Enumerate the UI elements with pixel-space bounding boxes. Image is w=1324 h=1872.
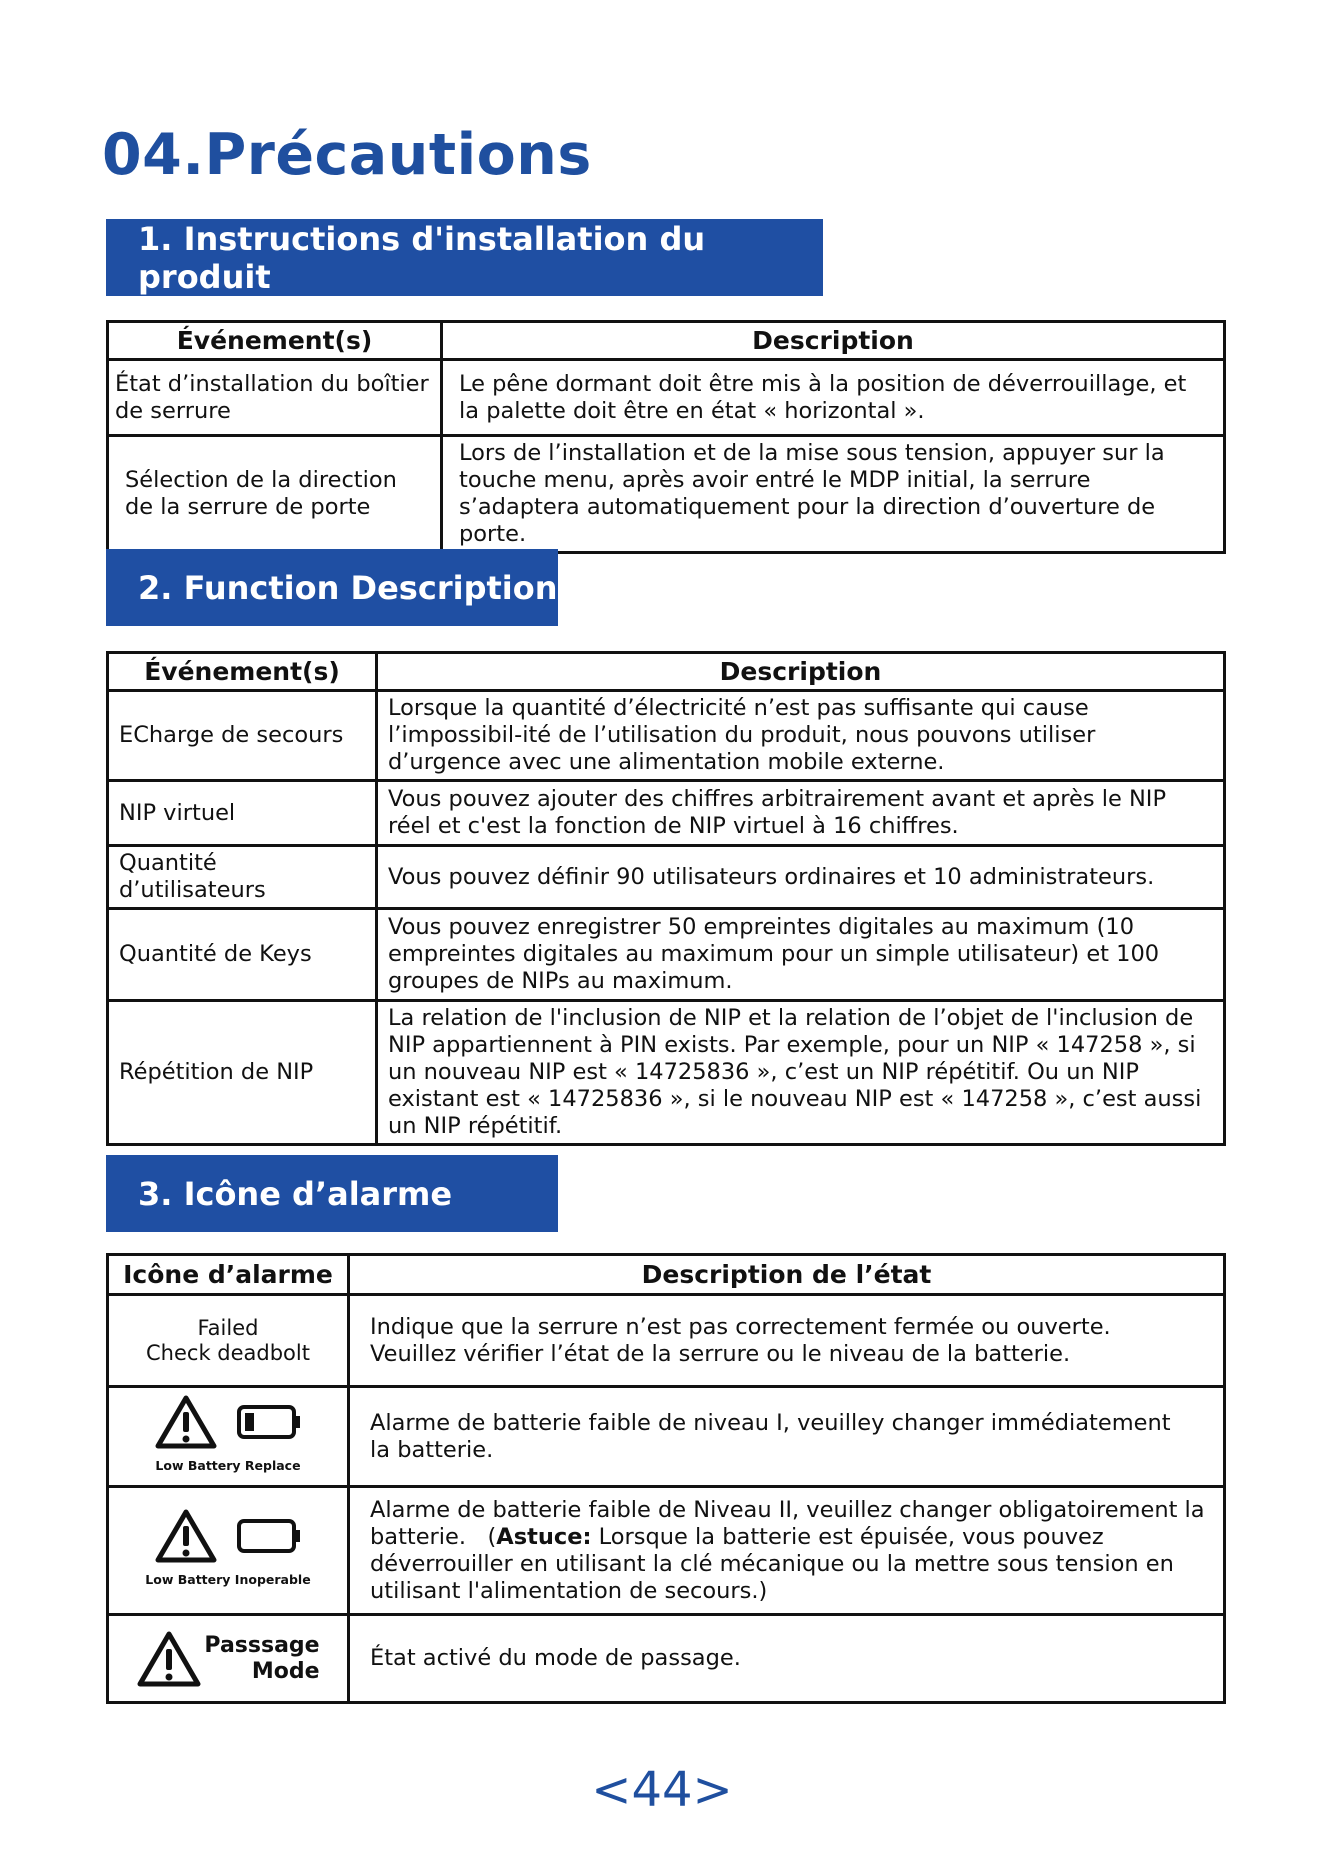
table-row bbox=[108, 781, 1225, 846]
icon-caption: Low Battery Replace bbox=[155, 1458, 301, 1473]
page-title: 04.Précautions bbox=[102, 122, 592, 188]
column-header-state: Description de l’état bbox=[349, 1255, 1225, 1295]
function-table bbox=[106, 651, 1226, 1146]
description-end: Lorsque la batterie est épuisée, vous pouvez déverrouiller en utilisant la clé mécanique ou la mettre sous tension en utilisant l'alimentation de secours.) bbox=[370, 1523, 1174, 1604]
column-header-description: Description bbox=[442, 322, 1225, 360]
description-cell: Lorsque la quantité d’électricité n’est pas suffisante qui cause l’impossibil-ité de l’utilisation du produit, nous pouvons utiliser d’urgence avec une alimentation mobile externe. bbox=[377, 691, 1225, 781]
description-cell: Le pêne dormant doit être mis à la position de déverrouillage, et la palette doit être en état « horizontal ». bbox=[442, 360, 1225, 436]
section1-heading: 1. Instructions d'installation du produit bbox=[106, 219, 823, 296]
low-battery-inoperable-icon-cell bbox=[108, 1487, 349, 1615]
column-header-event: Événement(s) bbox=[108, 322, 442, 360]
failed-deadbolt-label bbox=[108, 1295, 349, 1387]
warning-triangle-icon bbox=[154, 1508, 218, 1564]
description-cell: Vous pouvez enregistrer 50 empreintes digitales au maximum (10 empreintes digitales au maximum pour un simple utilisateur) et 100 groupes de NIPs au maximum. bbox=[377, 909, 1225, 1001]
passage-label-line2: Mode bbox=[251, 1658, 320, 1684]
event-cell: NIP virtuel bbox=[108, 781, 377, 846]
battery-empty-icon bbox=[236, 1518, 302, 1554]
description-cell: Vous pouvez ajouter des chiffres arbitrairement avant et après le NIP réel et c'est la fonction de NIP virtuel à 16 chiffres. bbox=[377, 781, 1225, 846]
event-cell: Sélection de la direction de la serrure de porte bbox=[108, 436, 442, 553]
tip-label: Astuce: bbox=[496, 1523, 592, 1550]
column-header-icon: Icône d’alarme bbox=[108, 1255, 349, 1295]
warning-triangle-icon bbox=[154, 1394, 218, 1450]
table-row bbox=[108, 1487, 1225, 1615]
column-header-event: Événement(s) bbox=[108, 653, 377, 691]
description-start: Alarme de batterie faible de Niveau II, veuillez changer obligatoirement la batterie. ( bbox=[370, 1496, 1205, 1550]
description-line2: Veuillez vérifier l’état de la serrure ou le niveau de la batterie. bbox=[370, 1340, 1071, 1367]
description-cell: La relation de l'inclusion de NIP et la relation de l’objet de l'inclusion de NIP appartiennent à PIN exists. Par exemple, pour un NIP « 147258 », si un nouveau NIP est « 14725836 », c’est un NIP répétitif. Ou un NIP existant est « 14725836 », si le nouveau NIP est « 147258 », c’est aussi un NIP répétitif. bbox=[377, 1001, 1225, 1145]
icon-label-line1: Failed bbox=[197, 1315, 259, 1340]
column-header-description: Description bbox=[377, 653, 1225, 691]
alarm-icon-table bbox=[106, 1253, 1226, 1704]
table-row bbox=[108, 1615, 1225, 1703]
low-battery-replace-icon-cell bbox=[108, 1387, 349, 1487]
description-cell: Vous pouvez définir 90 utilisateurs ordinaires et 10 administrateurs. bbox=[377, 846, 1225, 909]
installation-table bbox=[106, 320, 1226, 554]
icon-caption: Low Battery Inoperable bbox=[145, 1572, 311, 1587]
description-cell: Lors de l’installation et de la mise sous tension, appuyer sur la touche menu, après avoir entré le MDP initial, la serrure s’adaptera automatiquement pour la direction d’ouverture de porte. bbox=[442, 436, 1225, 553]
table-row bbox=[108, 909, 1225, 1001]
description-line2: la batterie. bbox=[370, 1436, 494, 1463]
description-line1: Alarme de batterie faible de niveau I, veuilley changer immédiatement bbox=[370, 1409, 1171, 1436]
event-cell: Quantité de Keys bbox=[108, 909, 377, 1001]
table-row bbox=[108, 1295, 1225, 1387]
description-cell bbox=[349, 1487, 1225, 1615]
section2-heading: 2. Function Description bbox=[106, 549, 558, 626]
passage-mode-icon-cell bbox=[108, 1615, 349, 1703]
table-row bbox=[108, 360, 1225, 436]
description-line1: Indique que la serrure n’est pas correctement fermée ou ouverte. bbox=[370, 1313, 1111, 1340]
page-number: <44> bbox=[591, 1762, 733, 1818]
icon-label-line2: Check deadbolt bbox=[146, 1340, 310, 1365]
description-cell: État activé du mode de passage. bbox=[349, 1615, 1225, 1703]
event-cell: Répétition de NIP bbox=[108, 1001, 377, 1145]
event-cell: ECharge de secours bbox=[108, 691, 377, 781]
table-row bbox=[108, 846, 1225, 909]
table-row bbox=[108, 1001, 1225, 1145]
table-row bbox=[108, 691, 1225, 781]
battery-low-icon bbox=[236, 1404, 302, 1440]
description-cell bbox=[349, 1387, 1225, 1487]
event-cell: État d’installation du boîtier de serrure bbox=[108, 360, 442, 436]
table-row bbox=[108, 1387, 1225, 1487]
event-cell: Quantité d’utilisateurs bbox=[108, 846, 377, 909]
description-cell bbox=[349, 1295, 1225, 1387]
warning-triangle-icon bbox=[136, 1630, 202, 1688]
table-row bbox=[108, 436, 1225, 553]
section3-heading: 3. Icône d’alarme bbox=[106, 1155, 558, 1232]
passage-label-line1: Passsage bbox=[204, 1632, 320, 1658]
